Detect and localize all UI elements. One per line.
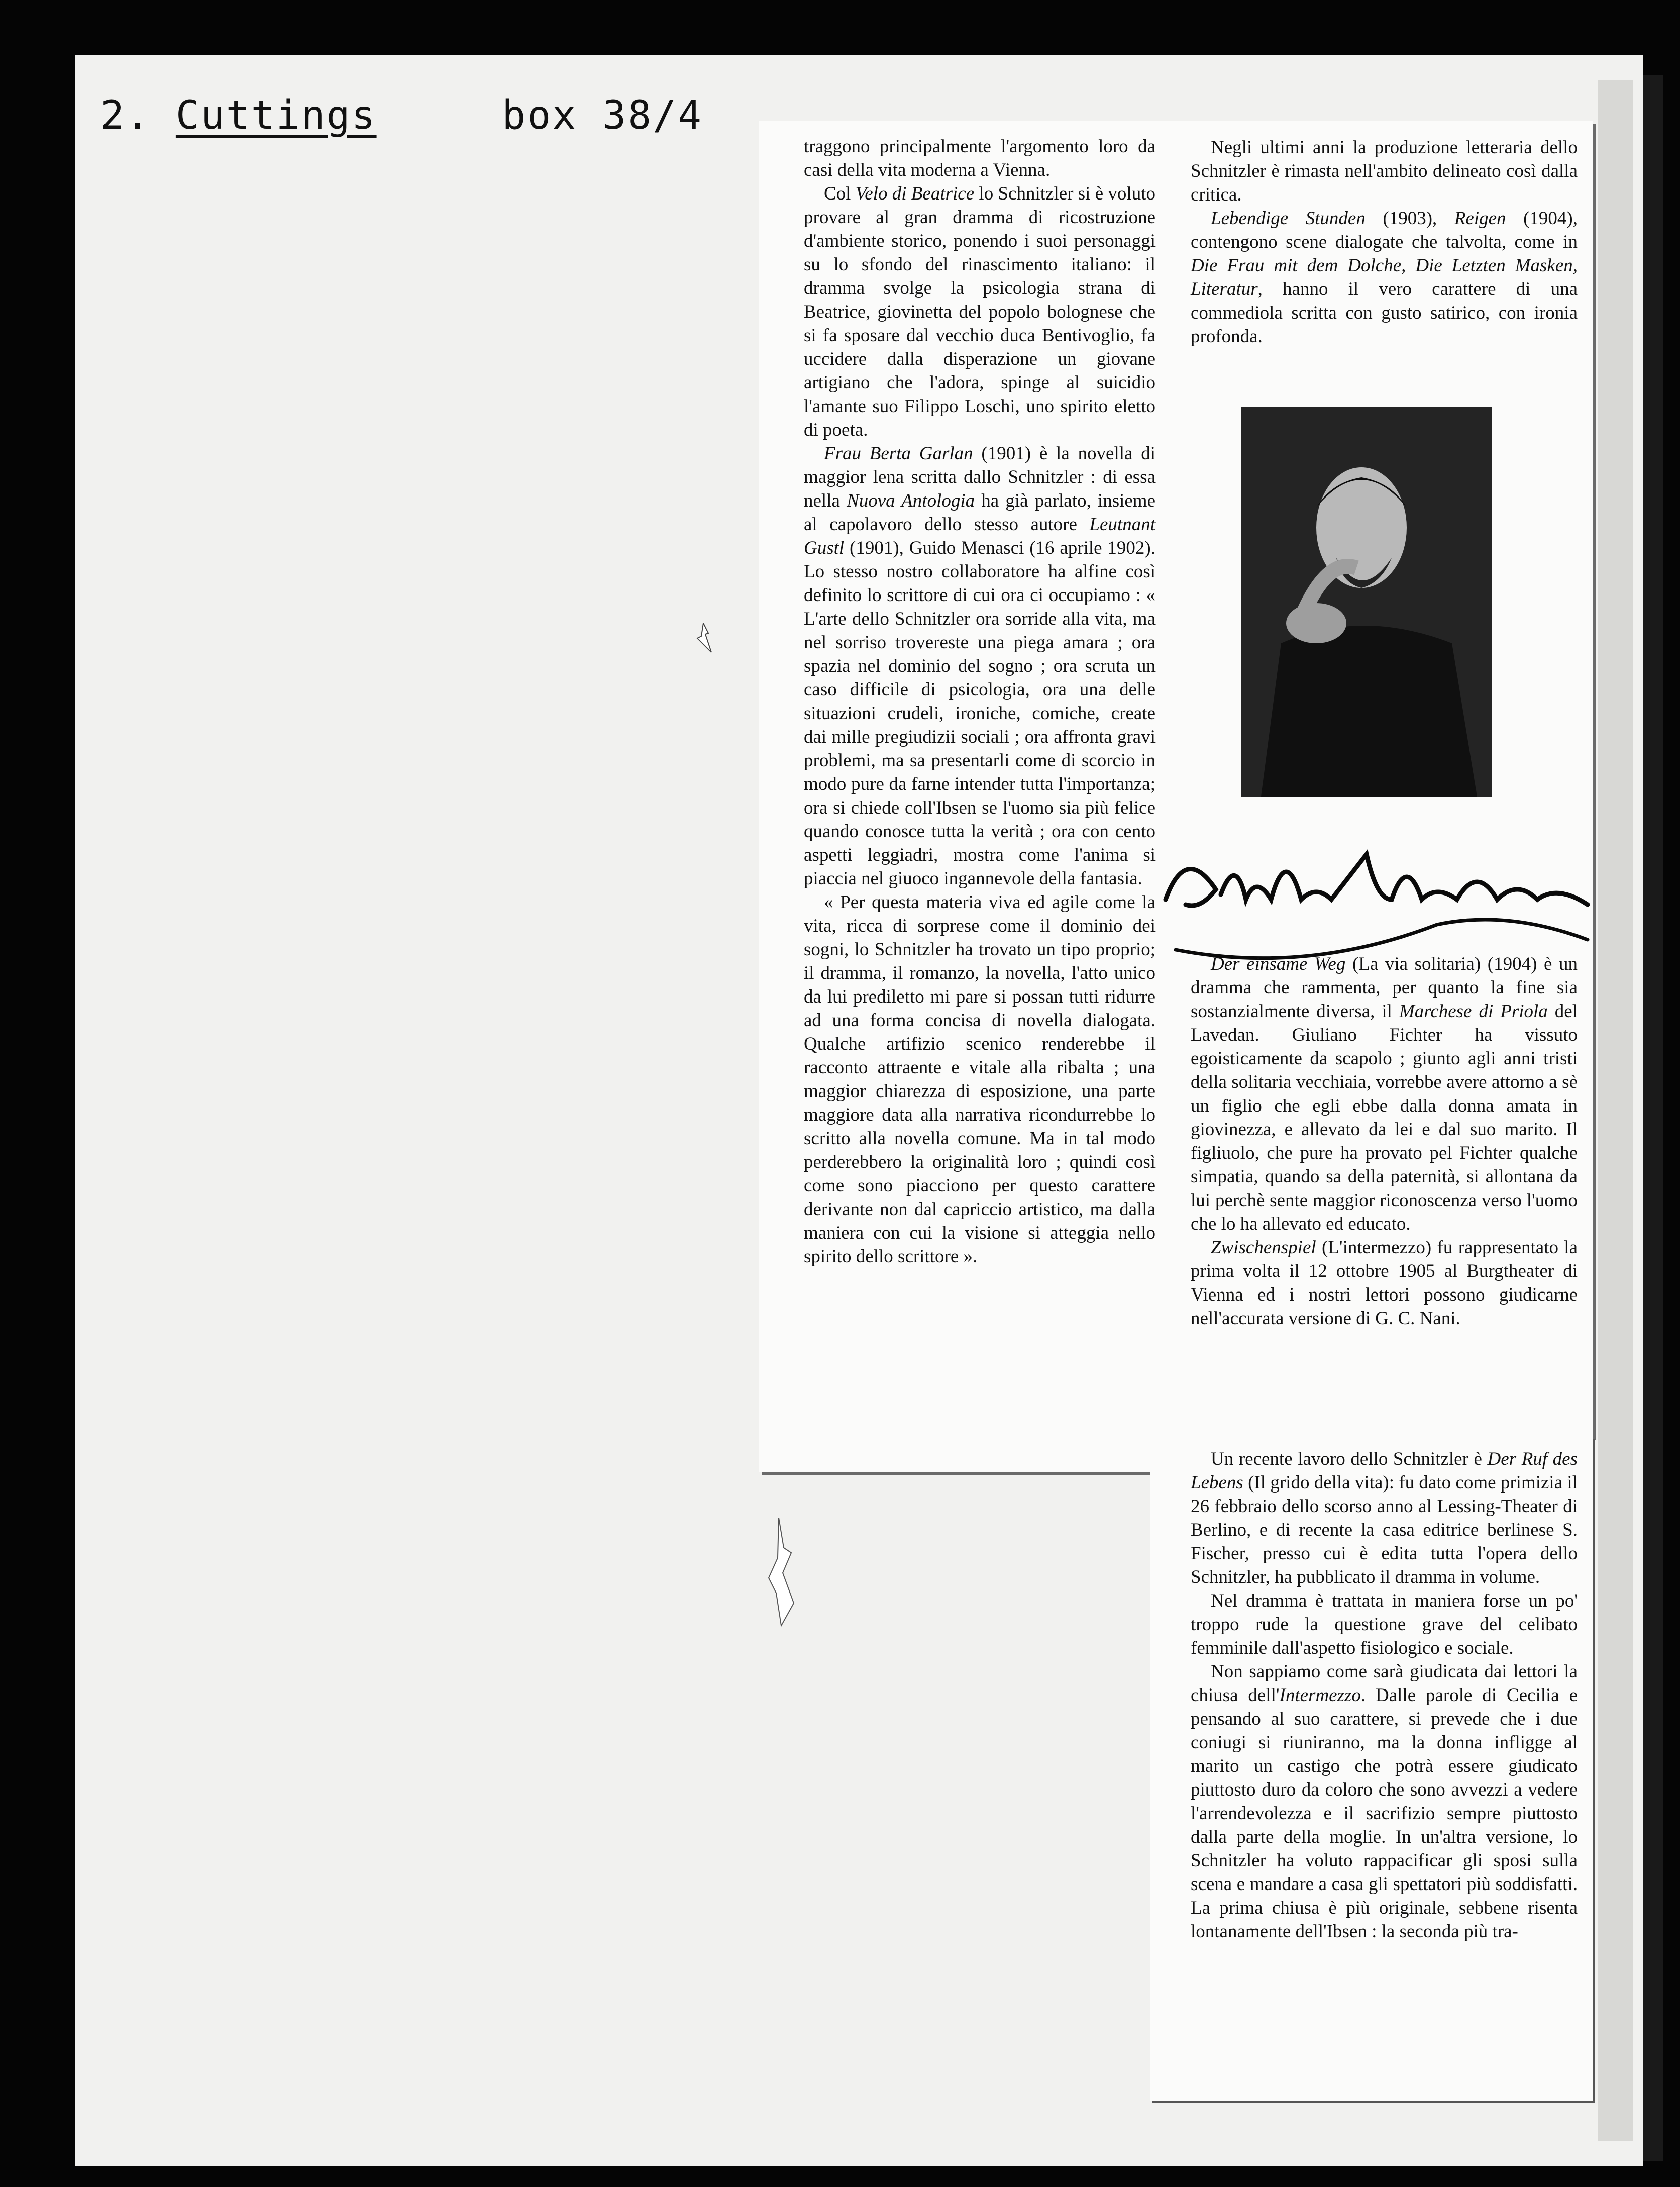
paragraph: traggono principalmente l'argomento loro da casi della vita moderna a Vienna.: [804, 136, 1156, 180]
article-right-column-bottom: [1191, 1447, 1578, 1943]
label-cuttings: Cuttings: [175, 93, 377, 138]
pin-mark-icon: [764, 1518, 799, 1628]
article-left-column: [804, 135, 1156, 1268]
paragraph: Un recente lavoro dello Schnitzler è Der Ruf des Lebens (Il grido della vita): fu dato come primizia il 26 febbraio dello scorso anno al Lessing-Theater di Berlino, e di recente la casa editrice berlinese S. Fischer, presso cui è edita tutta l'opera dello Schnitzler, ha pubblicato il dramma in volume.: [1191, 1449, 1578, 1587]
article-right-column-middle: [1191, 952, 1578, 1330]
label-number: 2.: [100, 93, 151, 138]
paragraph: Col Velo di Beatrice lo Schnitzler si è voluto provare al gran dramma di ricostruzione d'ambiente storico, ponendo i suoi personaggi su lo sfondo del rinascimento italiano: il dramma svolge la psicologia strana di Beatrice, giovinetta del popolo bolognese che si fa sposare dal vecchio duca Bentivoglio, fa uccidere dalla disperazione un giovane artigiano che l'adora, spinge al suicidio l'amante suo Filippo Loschi, uno spirito eletto di poeta.: [804, 183, 1156, 440]
board-edge: [1598, 80, 1633, 2141]
paragraph: Negli ultimi anni la produzione letteraria dello Schnitzler è rimasta nell'ambito delineato così dalla critica.: [1191, 137, 1578, 205]
paragraph: Non sappiamo come sarà giudicata dai lettori la chiusa dell'Intermezzo. Dalle parole di Cecilia e pensando al suo carattere, si prevede che i due coniugi si riuniranno, ma la donna infligge al marito un castigo che potrà essere giudicato piuttosto duro da coloro che sono avvezzi a vedere l'arrendevolezza e il sacrifizio sempre piuttosto dalla parte della moglie. In un'altra versione, lo Schnitzler ha voluto rappacificar gli sposi sulla scena e mandare a casa gli spettatori più soddisfatti. La prima chiusa è più originale, sebbene risenta lontanamente dell'Ibsen : la seconda più tra-: [1191, 1661, 1578, 1942]
label-box: box 38/4: [502, 93, 703, 138]
paragraph: Der einsame Weg (La via solitaria) (1904) è un dramma che rammenta, per quanto la fine sia sostanzialmente diversa, il Marchese di Priola del Lavedan. Giuliano Fichter ha vissuto egoisticamente da scapolo ; giunto agli anni tristi della solitaria vecchiaia, vorrebbe avere attorno a sè un figlio che egli ebbe dalla donna amata in giovinezza, e allevato da lei e dal suo marito. Il figliuolo, che pure ha provato pel Fichter qualche simpatia, quando sa della paternità, si allontana da lui perchè sente maggior riconoscenza verso l'uomo che lo ha allevato ed educato.: [1191, 954, 1578, 1234]
board-shadow: [1643, 75, 1663, 2161]
author-portrait: [1241, 407, 1492, 797]
paragraph: Zwischenspiel (L'intermezzo) fu rappresentato la prima volta il 12 ottobre 1905 al Burgtheater di Vienna ed i nostri lettori possono giudicarne nell'accurata versione di G. C. Nani.: [1191, 1237, 1578, 1329]
paragraph: « Per questa materia viva ed agile come la vita, ricca di sorprese come il dominio dei sogni, lo Schnitzler ha trovato un tipo proprio; il dramma, il romanzo, la novella, l'atto unico da lui prediletto mi pare si possan tutti ridurre ad una forma concisa di novella dialogata. Qualche artifizio scenico renderebbe il racconto attraente e vitale alla ribalta ; una maggior chiarezza di esposizione, una parte maggiore data alla narrativa ricondurrebbe lo scritto alla novella comune. Ma in tal modo perderebbero la originalità loro ; quindi così come sono piacciono per questo carattere derivante non dal capriccio artistico, ma dalla maniera con cui la visione si atteggia nello spirito dello scrittore ».: [804, 892, 1156, 1267]
pin-mark-icon: [693, 623, 713, 653]
paragraph: Nel dramma è trattata in maniera forse un po' troppo rude la questione grave del celibato femminile dall'aspetto fisiologico e sociale.: [1191, 1590, 1578, 1658]
article-right-column-top: [1191, 136, 1578, 348]
paragraph: Frau Berta Garlan (1901) è la novella di maggior lena scritta dallo Schnitzler : di essa nella Nuova Antologia ha già parlato, insieme al capolavoro dello stesso autore Leutnant Gustl (1901), Guido Menasci (16 aprile 1902). Lo stesso nostro collaboratore ha alfine così definito lo scrittore di cui ora ci occupiamo : « L'arte dello Schnitzler ora sorride alla vita, ma nel sorriso trovereste una piega amara ; ora spazia nel dominio del sogno ; ora scruta un caso difficile di psicologia, ora una delle situazioni crudeli, ironiche, comiche, create dai mille pregiudizii sociali ; ora affronta gravi problemi, ma sa presentarli come di scorcio in modo pure da farne intender tutta l'importanza; ora si chiede coll'Ibsen se l'uomo sia più felice quando conosce tutta la verità ; ora con cento aspetti leggiadri, mostra come l'anima si piaccia nel giuoco ingannevole della fantasia.: [804, 443, 1156, 889]
archive-label: [100, 93, 703, 138]
paragraph: Lebendige Stunden (1903), Reigen (1904), contengono scene dialogate che talvolta, come in Die Frau mit dem Dolche, Die Letzten Masken, Literatur, hanno il vero carattere di una commediola scritta con gusto satirico, con ironia profonda.: [1191, 208, 1578, 347]
